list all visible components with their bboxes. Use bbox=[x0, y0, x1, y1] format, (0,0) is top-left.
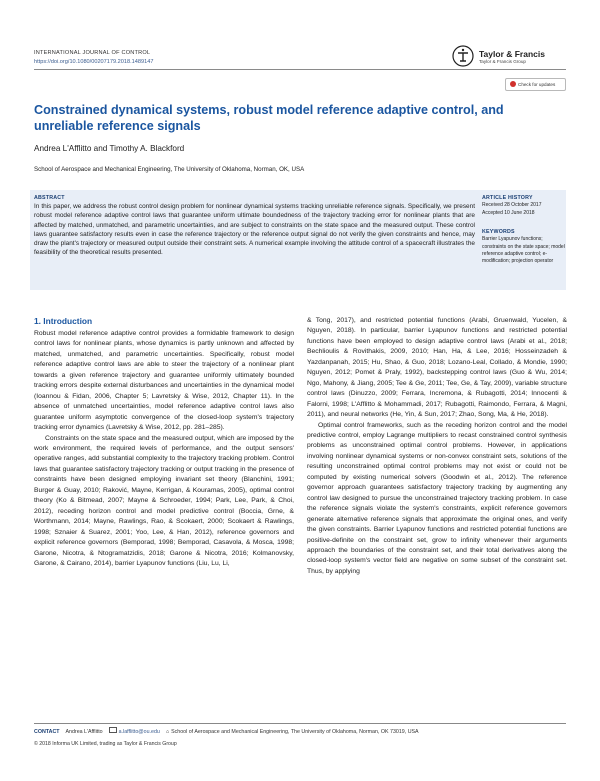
received-date: Received 28 October 2017 bbox=[482, 202, 542, 209]
accepted-date: Accepted 10 June 2018 bbox=[482, 209, 535, 216]
left-column bbox=[34, 329, 294, 569]
intro-paragraph-2: Constraints on the state space and the measured output, which are imposed by the work environment, the required levels of performance, and the output sensors' operative ranges, add substantial complexity to the trajectory tracking problem. Control laws that guarantee satisfactory trajectory tracking or output tracking in the presence of constraints have been designed employing invariant set theory (Blanchini, 1991; Burger & Guay, 2010; Raković, Mayne, Kerrigan, & Kouramas, 2005), optimal control theory (Ko & Bitmead, 2007; Mayne & Schroeder, 1994; Park, Lee, Park, & Choi, 2012), receding horizon control and model predictive control (Boccia, Grne, & Worthmann, 2014; Mayne, Rawlings, Rao, & Scokaert, 2000; Scokaert & Rawlings, 1998; Sznaier & Suarez, 2001; Yoo, Lee, & Han, 2012), reference governors and explicit reference governors (Bemporad, 1998; Bemporad, Casavola, & Mosca, 1998; Garone, Nicotra, & Ntogramatzidis, 2018; Garone & Nicotra, 2016; Kolmanovsky, Garone, & Cairano, 2014), barrier Lyapunov functions (Liu, Lu, Li, bbox=[34, 434, 294, 567]
check-updates-label: Check for updates bbox=[518, 82, 556, 87]
abstract-heading: ABSTRACT bbox=[34, 195, 65, 201]
section-heading-introduction: 1. Introduction bbox=[34, 316, 93, 326]
contact-label: CONTACT bbox=[34, 729, 60, 735]
copyright-notice: © 2018 Informa UK Limited, trading as Taylor & Francis Group bbox=[34, 741, 177, 747]
publisher-logo[interactable] bbox=[452, 45, 572, 69]
journal-header bbox=[34, 49, 153, 67]
contact-name: Andrea L'Afflitto bbox=[65, 729, 103, 735]
article-authors: Andrea L'Afflitto and Timothy A. Blackford bbox=[34, 144, 185, 153]
keywords-text: Barrier Lyapunov functions; constraints on the state space; model reference adaptive control; e-modification; projection operator bbox=[482, 236, 565, 265]
journal-name: INTERNATIONAL JOURNAL OF CONTROL bbox=[34, 50, 151, 56]
article-history bbox=[482, 195, 567, 217]
contact-line bbox=[34, 727, 419, 735]
publisher-name: Taylor & Francis bbox=[479, 49, 545, 59]
taylor-francis-logo-icon bbox=[452, 45, 474, 67]
check-for-updates-button[interactable] bbox=[505, 78, 566, 91]
article-affiliation: School of Aerospace and Mechanical Engineering, The University of Oklahoma, Norman, OK, USA bbox=[34, 166, 305, 173]
contact-email[interactable]: a.lafflitto@ou.edu bbox=[118, 729, 160, 735]
check-updates-icon bbox=[510, 81, 516, 87]
footer-divider bbox=[34, 723, 566, 724]
keywords bbox=[482, 229, 567, 265]
contact-address: School of Aerospace and Mechanical Engineering, The University of Oklahoma, Norman, OK 73019, USA bbox=[171, 729, 419, 735]
article-history-heading: ARTICLE HISTORY bbox=[482, 195, 533, 201]
publisher-group: Taylor & Francis Group bbox=[479, 59, 526, 64]
right-column bbox=[307, 316, 567, 577]
doi-link[interactable]: https://doi.org/10.1080/00207179.2018.1489147 bbox=[34, 59, 154, 65]
article-title: Constrained dynamical systems, robust model reference adaptive control, and unreliable reference signals bbox=[34, 103, 504, 133]
keywords-heading: KEYWORDS bbox=[482, 229, 515, 235]
abstract-text: In this paper, we address the robust control design problem for nonlinear dynamical systems tracking unreliable reference signals. Specifically, we present robust model reference adaptive control laws that guarantee uniform ultimate boundedness of the trajectory tracking error for nonlinear plants that are affected by matched, unmatched, and parametric uncertainties, and are subject to constraints on the state space and the measured output. These control laws guarantee satisfactory results even in case the reference trajectory or the reference output signal do not verify the given constraints and hence, may draw the plant's trajectory or measured output outside their constraint sets. A numerical example involving the attitude control of a spacecraft illustrates the feasibility of the theoretical results presented. bbox=[34, 203, 475, 257]
intro-paragraph-1: Robust model reference adaptive control provides a formidable framework to design control laws for nonlinear plants, whose dynamics is partly unknown and affected by matched, unmatched, and parametric uncertainties. Specifically, robust model reference adaptive control laws are able to steer the trajectory of a nonlinear plant towards a given reference trajectory and guarantee uniformly ultimately bounded tracking errors despite external disturbances and uncertainties in the dynamical model (Ioannou & Fidan, 2006, Chapter 5; Lavretsky & Wise, 2012, Chapter 11). In the absence of unmatched uncertainties, model reference adaptive control laws also guarantee uniform asymptotic convergence of the closed-loop system's trajectory tracking error dynamics (Lavretsky & Wise, 2012, pp. 281–285). bbox=[34, 330, 294, 432]
intro-paragraph-3: & Tong, 2017), and restricted potential functions (Arabi, Gruenwald, Yucelen, & Nguyen, 2018). In particular, barrier Lyapunov functions and restricted potential functions have been employed to design adaptive control laws (Arabi et al., 2018; Bechlioulis & Rovithakis, 2009, 2010; Han, Ha, & Lee, 2016; Hosseinzadeh & Yazdanpanah, 2015; Hu, Shao, & Guo, 2018; Lozano-Leal, Collado, & Mondie, 1990; Nguyen, 2012; Pomet & Praly, 1992), backstepping control laws (Guo & Wu, 2014; Ngo, Mahony, & Jiang, 2005; Tee & Ge, 2011; Tee, Ge, & Tay, 2009), variable structure control laws (Dinuzzo, 2009; Ferrara, Incremona, & Rubagotti, 2014; Innocenti & Falorni, 1998; L'Afflitto & Mohammadi, 2017; Rubagotti, Raimondo, Ferrara, & Magni, 2011), and neural networks (He, Yin, & Sun, 2017; Zhao, Song, Ma, & He, 2018). bbox=[307, 317, 567, 419]
header-divider bbox=[34, 69, 566, 70]
email-icon bbox=[109, 727, 117, 733]
address-icon: ⌂ bbox=[165, 729, 170, 735]
intro-paragraph-4: Optimal control frameworks, such as the receding horizon control and the model predictive control, employ Lagrange multipliers to recast constrained control synthesis problems as unconstrained optimal control problems. However, in applications involving nonlinear dynamical systems or non-convex constraint sets, solutions of the resulting unconstrained optimal control problems may not exist or could not be computed by existing numerical solvers (Goodwin et al., 2012). The reference governor approach guarantees satisfactory trajectory tracking by augmenting any control law designed to pursue the unconstrained trajectory tracking problem. In case the reference signals violate the system's constraints, explicit reference governors generate alternative reference signals that approximate the original ones, and verify the given constraints. Barrier Lyapunov functions and restricted potential functions are positive-definite on the constraint set, grow to infinity whenever their arguments approach the boundaries of the constraint set, and their total derivatives along the closed-loop system's vector field are negative on some subset of the constraint set. Thus, by applying bbox=[307, 421, 567, 575]
